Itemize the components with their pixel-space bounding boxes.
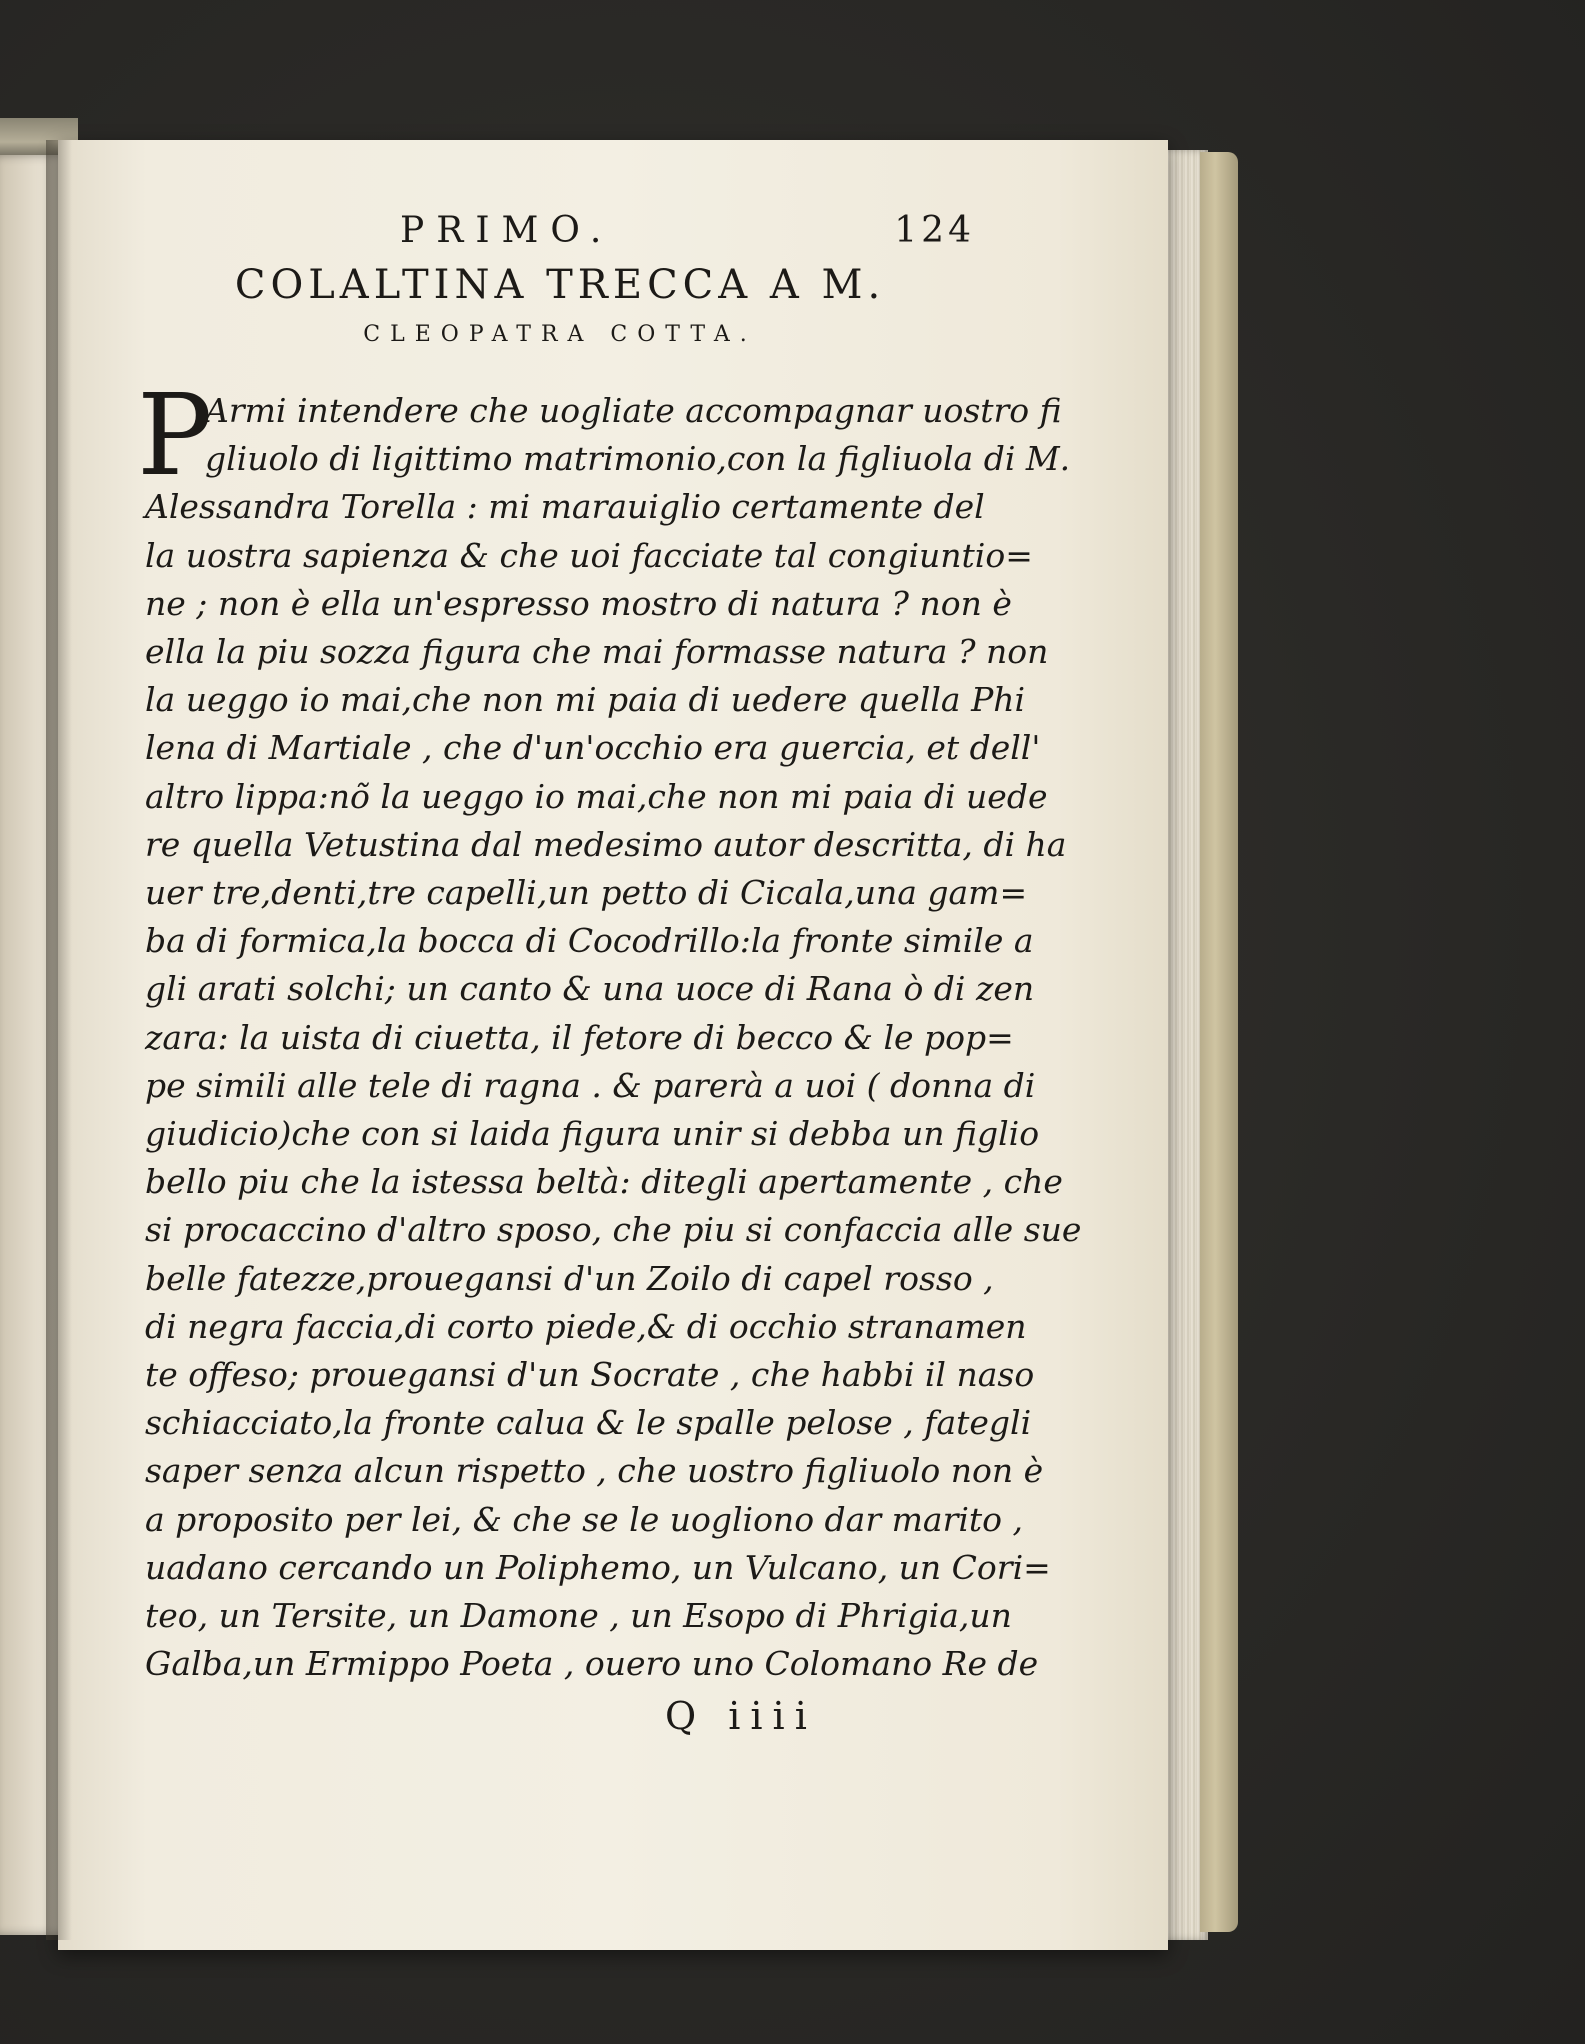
folio-number: 124 — [894, 210, 975, 251]
text-line: uadano cercando un Poliphemo, un Vulcano, un Cori= — [145, 1547, 1051, 1587]
text-line: teo, un Tersite, un Damone , un Esopo di Phrigia,un — [145, 1596, 1012, 1636]
text-line: giudicio)che con si laida figura unir si debba un figlio — [145, 1114, 1040, 1154]
text-line: ba di formica,la bocca di Cocodrillo:la fronte simile a — [145, 921, 1034, 961]
text-line: pe simili alle tele di ragna . & parerà a uoi ( donna di — [145, 1065, 1036, 1105]
text-line: si procaccino d'altro sposo, che piu si confaccia alle sue — [145, 1210, 1082, 1250]
text-line: te offeso; prouegansi d'un Socrate , che habbi il naso — [145, 1355, 1035, 1395]
text-line: belle fatezze,prouegansi d'un Zoilo di capel rosso , — [145, 1258, 994, 1298]
letter-subheading: CLEOPATRA COTTA. — [363, 322, 757, 347]
running-head-word: PRIMO. — [400, 210, 614, 251]
text-line: gli arati solchi; un canto & una uoce di Rana ò di zen — [145, 969, 1035, 1009]
text-line: Galba,un Ermippo Poeta , ouero uno Colomano Re de — [145, 1644, 1039, 1684]
drop-cap: P — [137, 371, 213, 501]
text-line: la ueggo io mai,che non mi paia di uedere quella Phi — [145, 680, 1026, 720]
text-line: zara: la uista di ciuetta, il fetore di becco & le pop= — [145, 1017, 1014, 1057]
text-line: ella la piu sozza figura che mai formasse natura ? non — [145, 632, 1049, 672]
book-fore-edge — [1200, 152, 1238, 1932]
text-line: gliuolo di ligittimo matrimonio,con la figliuola di M. — [205, 439, 1071, 479]
text-line: saper senza alcun rispetto , che uostro figliuolo non è — [145, 1451, 1044, 1491]
page-text-block — [137, 210, 1082, 1744]
text-line: ne ; non è ella un'espresso mostro di natura ? non è — [145, 583, 1012, 623]
text-line: Alessandra Torella : mi marauiglio certamente del — [145, 487, 985, 527]
text-line: la uostra sapienza & che uoi facciate tal congiuntio= — [145, 535, 1033, 575]
text-line: Armi intendere che uogliate accompagnar uostro fi — [205, 391, 1062, 430]
text-line: altro lippa:nõ la ueggo io mai,che non mi paia di uede — [145, 776, 1048, 816]
text-line: di negra faccia,di corto piede,& di occhio stranamen — [145, 1306, 1027, 1346]
text-line: a proposito per lei, & che se le uogliono dar marito , — [145, 1499, 1024, 1539]
running-head — [145, 210, 975, 254]
text-line: bello piu che la istessa beltà: ditegli apertamente , che — [145, 1162, 1063, 1202]
text-line: uer tre,denti,tre capelli,un petto di Cicala,una gam= — [145, 873, 1028, 913]
signature-text: Q iiii — [665, 1694, 817, 1739]
text-line: lena di Martiale , che d'un'occhio era guercia, et dell' — [145, 728, 1041, 768]
letter-body — [137, 371, 1082, 1688]
page-gutter — [46, 140, 72, 1940]
signature-mark — [145, 1694, 975, 1744]
letter-heading: COLALTINA TRECCA A M. — [234, 262, 886, 308]
text-line: re quella Vetustina dal medesimo autor descritta, di ha — [145, 824, 1067, 864]
text-line: schiacciato,la fronte calua & le spalle pelose , fategli — [145, 1403, 1032, 1443]
